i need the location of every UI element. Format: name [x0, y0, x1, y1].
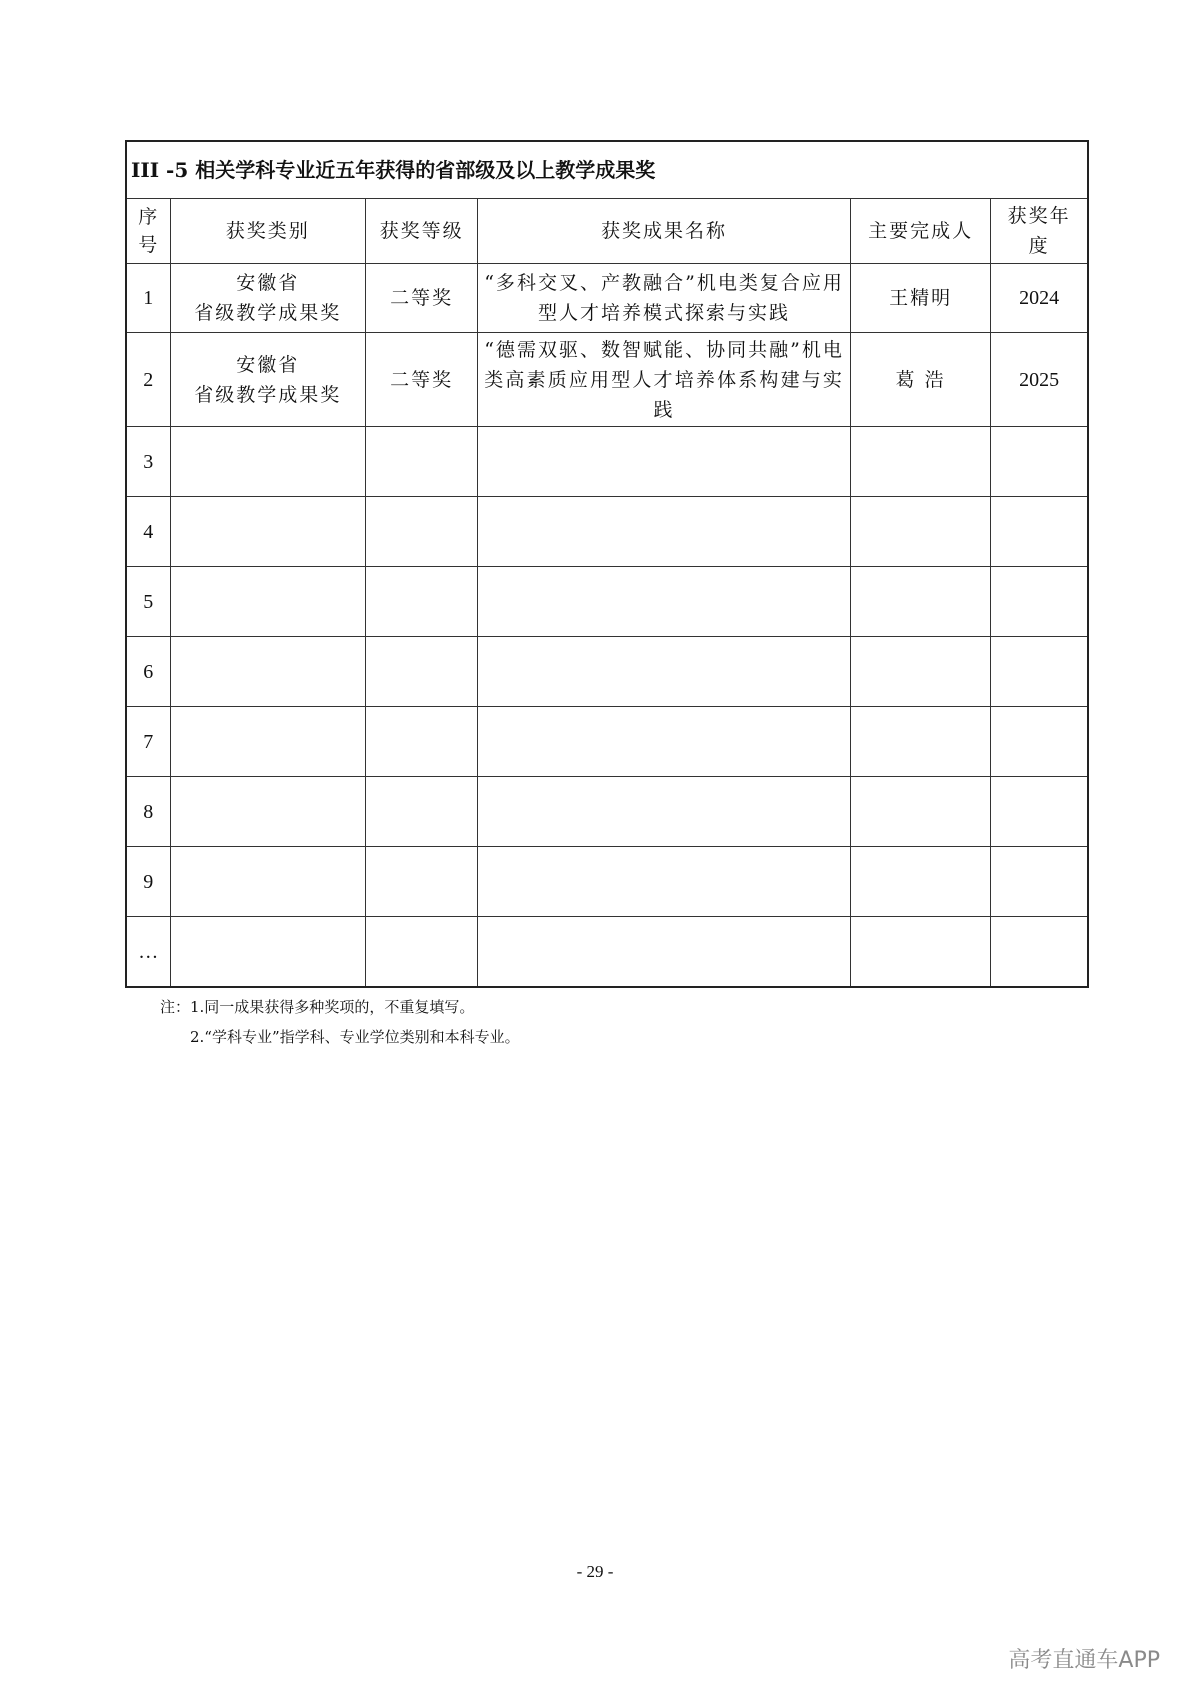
cell-seq: 2 — [127, 333, 170, 427]
header-level: 获奖等级 — [365, 199, 477, 264]
header-person: 主要完成人 — [850, 199, 990, 264]
table-row — [127, 427, 1087, 497]
table-row — [127, 637, 1087, 707]
header-seq-label: 序号 — [138, 205, 160, 256]
cell-category — [170, 707, 365, 777]
cell-person — [850, 427, 990, 497]
cell-category — [170, 847, 365, 917]
cell-seq: … — [127, 917, 170, 987]
cell-person — [850, 497, 990, 567]
cell-seq: 3 — [127, 427, 170, 497]
cell-name — [478, 707, 851, 777]
cell-level — [365, 497, 477, 567]
cell-seq: 9 — [127, 847, 170, 917]
page-number: - 29 - — [576, 1562, 614, 1581]
cell-category: 安徽省 省级教学成果奖 — [170, 333, 365, 427]
table-row — [127, 333, 1087, 427]
cell-person — [850, 847, 990, 917]
cell-seq: 4 — [127, 497, 170, 567]
cell-person — [850, 777, 990, 847]
table-row — [127, 847, 1087, 917]
table-row — [127, 917, 1087, 987]
cell-level — [365, 637, 477, 707]
cell-level — [365, 917, 477, 987]
cell-level — [365, 707, 477, 777]
cell-year — [991, 917, 1087, 987]
cell-year — [991, 637, 1087, 707]
cell-category — [170, 637, 365, 707]
watermark: 高考直通车APP — [1008, 1648, 1160, 1673]
cell-person — [850, 917, 990, 987]
cell-name — [478, 637, 851, 707]
header-category: 获奖类别 — [170, 199, 365, 264]
note-2: 2.“学科专业”指学科、专业学位类别和本科专业。 — [190, 1028, 520, 1046]
cell-category — [170, 497, 365, 567]
cell-seq: 7 — [127, 707, 170, 777]
cell-year — [991, 567, 1087, 637]
cell-person: 葛 浩 — [850, 333, 990, 427]
cell-person — [850, 707, 990, 777]
cell-seq: 1 — [127, 264, 170, 333]
cell-year — [991, 427, 1087, 497]
cell-person — [850, 637, 990, 707]
cell-category — [170, 777, 365, 847]
cell-level: 二等奖 — [365, 264, 477, 333]
cell-seq: 6 — [127, 637, 170, 707]
cell-year — [991, 497, 1087, 567]
table-notes — [160, 992, 520, 1052]
cell-level — [365, 427, 477, 497]
note-1: 注：1.同一成果获得多种奖项的，不重复填写。 — [160, 998, 475, 1016]
cell-seq: 5 — [127, 567, 170, 637]
table-row — [127, 567, 1087, 637]
cell-year — [991, 777, 1087, 847]
header-row — [127, 199, 1087, 264]
table-row — [127, 264, 1087, 333]
cell-level — [365, 847, 477, 917]
table-row — [127, 497, 1087, 567]
cell-name — [478, 567, 851, 637]
cell-person — [850, 567, 990, 637]
cell-person: 王精明 — [850, 264, 990, 333]
cell-name — [478, 777, 851, 847]
cell-seq: 8 — [127, 777, 170, 847]
cell-name — [478, 917, 851, 987]
cell-year — [991, 707, 1087, 777]
cell-level — [365, 777, 477, 847]
cell-name — [478, 497, 851, 567]
header-seq — [127, 199, 170, 264]
section-title: III -5 相关学科专业近五年获得的省部级及以上教学成果奖 — [127, 142, 1087, 199]
awards-table — [127, 142, 1087, 986]
cell-level: 二等奖 — [365, 333, 477, 427]
cell-category — [170, 567, 365, 637]
header-name: 获奖成果名称 — [478, 199, 851, 264]
awards-table-frame — [125, 140, 1089, 988]
cell-name: “多科交叉、产教融合”机电类复合应用型人才培养模式探索与实践 — [478, 264, 851, 333]
cell-year: 2025 — [991, 333, 1087, 427]
header-year: 获奖年度 — [991, 199, 1087, 264]
table-row — [127, 777, 1087, 847]
cell-level — [365, 567, 477, 637]
cell-name: “德需双驱、数智赋能、协同共融”机电类高素质应用型人才培养体系构建与实践 — [478, 333, 851, 427]
cell-name — [478, 847, 851, 917]
table-row — [127, 707, 1087, 777]
cell-name — [478, 427, 851, 497]
cell-category — [170, 917, 365, 987]
cell-category — [170, 427, 365, 497]
cell-year — [991, 847, 1087, 917]
cell-year: 2024 — [991, 264, 1087, 333]
cell-category: 安徽省 省级教学成果奖 — [170, 264, 365, 333]
